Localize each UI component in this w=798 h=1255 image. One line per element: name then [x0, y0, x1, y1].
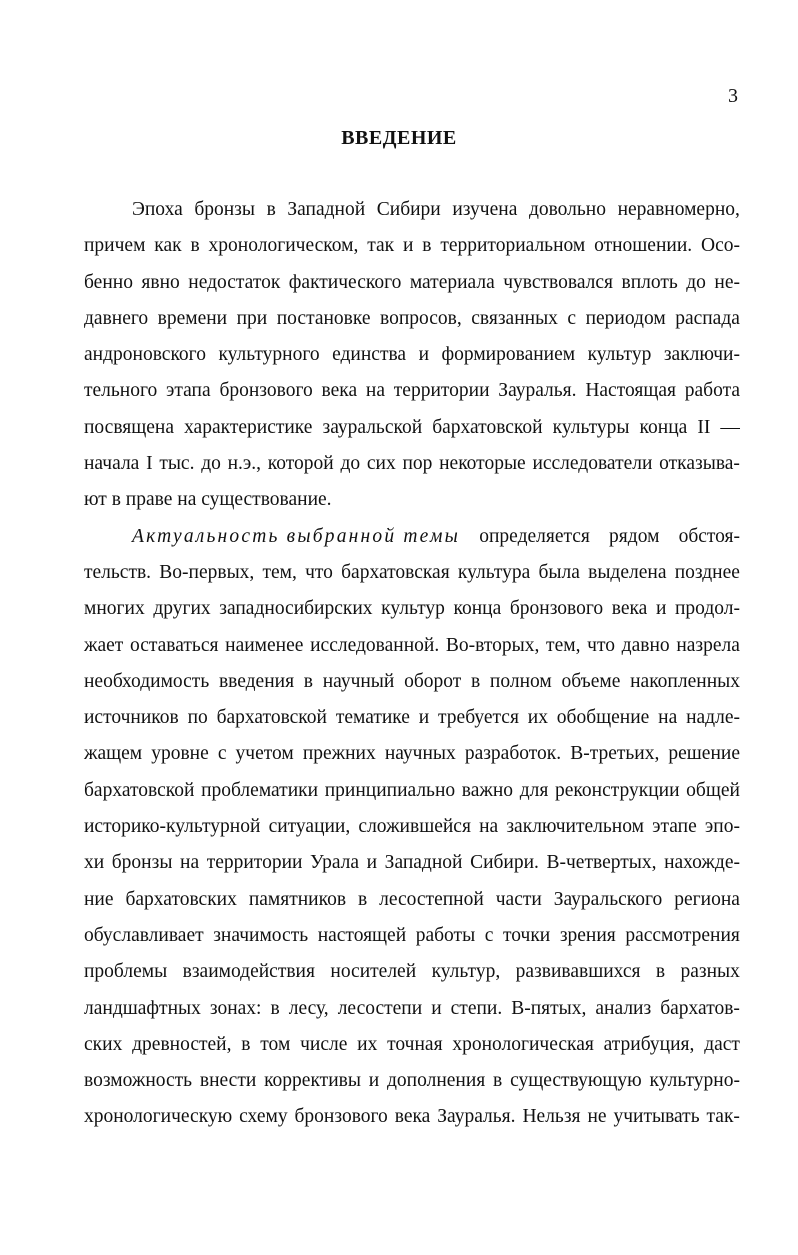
word: н.э.,	[227, 453, 262, 475]
word: в	[270, 997, 280, 1019]
word: периодом	[585, 307, 666, 329]
paragraph-relevance	[84, 519, 740, 1136]
word: в	[655, 961, 666, 983]
text-line	[84, 845, 740, 881]
text-line	[84, 446, 740, 482]
word: в	[493, 1070, 503, 1092]
word: этапе	[652, 816, 697, 838]
word: не	[587, 1106, 607, 1128]
word: учитывать	[613, 1106, 700, 1128]
word: на	[180, 852, 200, 874]
word: хронологическом,	[208, 235, 359, 257]
word: культур,	[431, 961, 501, 983]
word: общей	[686, 779, 740, 801]
word: необходимость	[84, 670, 210, 692]
word: конца	[639, 416, 688, 438]
text-line	[84, 954, 740, 990]
word: рассмотрения	[625, 924, 740, 946]
word: что	[305, 561, 333, 583]
word: с	[484, 924, 494, 946]
text-line	[84, 591, 740, 627]
word: на	[658, 707, 678, 729]
word: лесостепной	[379, 888, 484, 910]
word: единства	[332, 344, 407, 366]
word: андроновского	[84, 344, 206, 366]
word: чувствовался	[503, 271, 614, 293]
word: Осо-	[701, 235, 740, 257]
word: тельного	[84, 380, 158, 402]
word: введения	[218, 670, 295, 692]
word: зонах:	[209, 997, 262, 1019]
word: территориальном	[440, 235, 586, 257]
word: конца	[453, 598, 502, 620]
text-line	[84, 918, 740, 954]
word: эпо-	[704, 816, 740, 838]
text-line	[84, 1063, 740, 1099]
word: века	[611, 598, 648, 620]
word: до	[201, 453, 221, 475]
word: культурного	[218, 344, 320, 366]
word: которой	[267, 453, 334, 475]
word: заключительном	[506, 816, 644, 838]
word: для	[519, 779, 549, 801]
word: бенно	[84, 271, 133, 293]
word: Сибири.	[470, 852, 539, 874]
word: Зауралья.	[437, 1106, 516, 1128]
word: проблематики	[201, 779, 319, 801]
text-line	[84, 773, 740, 809]
word: обстоя-	[678, 525, 740, 547]
word: анализ	[595, 997, 652, 1019]
word: многих	[84, 598, 145, 620]
word: Западной	[384, 852, 463, 874]
word: некоторые	[439, 453, 526, 475]
text-line	[84, 736, 740, 772]
word: культур	[587, 344, 652, 366]
word: хи	[84, 852, 105, 874]
word: региона	[674, 888, 740, 910]
word: постановке	[276, 307, 371, 329]
word: времени	[157, 307, 228, 329]
word: культура	[457, 561, 531, 583]
word: реконструкции	[555, 779, 680, 801]
word: бронзы	[194, 199, 255, 220]
word: и	[402, 235, 414, 257]
text-line	[84, 228, 740, 264]
word: работа	[684, 380, 740, 402]
word: древностей,	[132, 1033, 232, 1055]
word: и	[431, 997, 442, 1019]
word: обобщение	[556, 707, 650, 729]
word: до	[340, 453, 361, 475]
word: исследованной.	[310, 634, 440, 656]
word: В-четвертых,	[546, 852, 657, 874]
word: с	[217, 743, 227, 765]
word: на	[365, 380, 385, 402]
word: прежних	[302, 743, 376, 765]
word: лесостепи	[337, 997, 423, 1019]
word: Западной	[287, 199, 366, 220]
word: не-	[714, 271, 740, 293]
word: была	[538, 561, 580, 583]
word: и	[366, 852, 378, 874]
word: этапа	[166, 380, 211, 402]
word: бархатовской	[432, 416, 543, 438]
word: —	[720, 416, 740, 438]
word: ние	[84, 888, 114, 910]
word: века	[394, 1106, 431, 1128]
word: при	[236, 307, 268, 329]
word: в	[190, 235, 200, 257]
word: бархатовской	[84, 779, 195, 801]
word: и	[418, 344, 430, 366]
word: жащем	[84, 743, 143, 765]
word: так	[367, 235, 395, 257]
text-line	[84, 1027, 740, 1063]
word: в	[241, 1033, 251, 1055]
word: бронзового	[509, 598, 604, 620]
word: бронзового	[294, 1106, 388, 1128]
word: что	[587, 634, 615, 656]
word: тыс.	[159, 453, 195, 475]
word: Зауралья.	[498, 380, 577, 402]
word: научных	[384, 743, 456, 765]
word: оставаться	[130, 634, 219, 656]
word: Во-вторых,	[445, 634, 540, 656]
word: и	[368, 1070, 380, 1092]
word: памятников	[248, 888, 347, 910]
word: назрела	[676, 634, 740, 656]
word: позднее	[674, 561, 740, 583]
word: возможность	[84, 1070, 193, 1092]
word: давно	[621, 634, 670, 656]
word: настоящей	[317, 924, 407, 946]
word: их	[357, 1033, 378, 1055]
word: II	[697, 416, 711, 438]
word: Зауральского	[553, 888, 663, 910]
emphasis-text: Актуальность выбранной темы	[132, 525, 461, 547]
word: ситуации,	[268, 816, 351, 838]
word: коррективы	[264, 1070, 361, 1092]
word: проблемы	[84, 961, 168, 983]
word: существующую	[510, 1070, 642, 1092]
word: в	[266, 199, 276, 220]
word: определяется	[479, 525, 590, 547]
word: территории	[206, 852, 303, 874]
word: решение	[668, 743, 740, 765]
word: культуры	[552, 416, 630, 438]
word: их	[527, 707, 548, 729]
word: причем	[84, 235, 146, 257]
word: бархатовской	[216, 707, 327, 729]
word: в	[357, 888, 368, 910]
word: важно	[461, 779, 514, 801]
word: зауральской	[322, 416, 423, 438]
word: лесу,	[288, 997, 329, 1019]
word: отношении.	[594, 235, 693, 257]
word: I	[146, 453, 153, 475]
word: других	[153, 598, 211, 620]
text-line	[84, 700, 740, 736]
word: как	[154, 235, 182, 257]
word: вопросов,	[380, 307, 462, 329]
word: исследователи	[532, 453, 653, 475]
word: хронологическая	[452, 1033, 594, 1055]
word: бархатовских	[125, 888, 237, 910]
word: числе	[300, 1033, 348, 1055]
word: внести	[199, 1070, 257, 1092]
word: степи.	[450, 997, 503, 1019]
word: значимость	[213, 924, 309, 946]
word: связанных	[471, 307, 558, 329]
word: Нельзя	[522, 1106, 581, 1128]
word: культурно-	[649, 1070, 740, 1092]
word: ландшафтных	[84, 997, 201, 1019]
word: неравномерно,	[617, 199, 740, 220]
word: формированием	[441, 344, 576, 366]
word: начала	[84, 453, 140, 475]
word: схему	[239, 1106, 288, 1128]
word: недостаток	[188, 271, 281, 293]
word: требуется	[438, 707, 519, 729]
word: накопленных	[630, 670, 740, 692]
page-number: 3	[728, 85, 738, 107]
text-line	[84, 482, 740, 518]
word: Во-первых,	[159, 561, 255, 583]
word: по	[187, 707, 208, 729]
word: и	[655, 598, 667, 620]
word: на	[479, 816, 499, 838]
word: полном	[489, 670, 552, 692]
word: тематике	[335, 707, 410, 729]
page-title: ВВЕДЕНИЕ	[341, 127, 457, 149]
word: в	[470, 670, 481, 692]
word: территории	[393, 380, 490, 402]
text-line	[84, 882, 740, 918]
text-line	[84, 301, 740, 337]
text-line	[84, 664, 740, 700]
word: пор	[402, 453, 433, 475]
word: Настоящая	[585, 380, 676, 402]
word: нахожде-	[664, 852, 740, 874]
word: сложившейся	[358, 816, 471, 838]
word: Сибири	[376, 199, 441, 220]
word: явно	[141, 271, 180, 293]
word: материала	[409, 271, 495, 293]
word: изучена	[452, 199, 518, 220]
word: В-третьих,	[570, 743, 660, 765]
text-line	[84, 337, 740, 373]
word: части	[495, 888, 542, 910]
word: тем,	[546, 634, 581, 656]
word: с	[567, 307, 577, 329]
word: бронзы	[111, 852, 173, 874]
word: до	[686, 271, 706, 293]
word: сих	[366, 453, 396, 475]
word: наименее	[225, 634, 304, 656]
word: характеристике	[184, 416, 313, 438]
text-line	[84, 192, 740, 228]
word: развивавшихся	[515, 961, 641, 983]
word: Урала	[310, 852, 360, 874]
word: разработок.	[464, 743, 562, 765]
word: работы	[415, 924, 476, 946]
word: оборот	[404, 670, 462, 692]
word: даст	[704, 1033, 740, 1055]
word: рядом	[609, 525, 660, 547]
word: дополнения	[386, 1070, 486, 1092]
word: давнего	[84, 307, 149, 329]
word: западносибирских	[219, 598, 373, 620]
text-line	[84, 628, 740, 664]
word: ских	[84, 1033, 123, 1055]
text-line	[84, 1099, 740, 1135]
word: научный	[322, 670, 395, 692]
word: обуславливает	[84, 924, 204, 946]
word: В-пятых,	[511, 997, 587, 1019]
word: выделена	[588, 561, 667, 583]
text-line	[84, 991, 740, 1027]
word: века	[321, 380, 358, 402]
text-line	[84, 410, 740, 446]
text-line	[84, 265, 740, 301]
word: историко-культурной	[84, 816, 261, 838]
word: объеме	[561, 670, 621, 692]
word: жает	[84, 634, 124, 656]
body-text	[84, 192, 740, 1136]
word: и	[418, 707, 430, 729]
paragraph-intro	[84, 192, 740, 519]
word: хронологическую	[84, 1106, 233, 1128]
text-line	[84, 519, 740, 555]
word: фактического	[288, 271, 402, 293]
word: в	[303, 670, 313, 692]
word: принципиально	[324, 779, 456, 801]
word: надле-	[686, 707, 740, 729]
word: учетом	[235, 743, 294, 765]
word: распада	[675, 307, 740, 329]
word: культур	[381, 598, 445, 620]
word: так-	[706, 1106, 740, 1128]
word: точки	[503, 924, 551, 946]
word: отказыва-	[659, 453, 740, 475]
word: бархатов-	[660, 997, 740, 1019]
word: источников	[84, 707, 179, 729]
word: вплоть	[621, 271, 678, 293]
word: Эпоха	[132, 199, 183, 220]
word: зрения	[559, 924, 616, 946]
word: том	[260, 1033, 291, 1055]
word: атрибуция,	[603, 1033, 695, 1055]
word: разных	[680, 961, 740, 983]
word: тельств.	[84, 561, 152, 583]
text-line	[84, 373, 740, 409]
word: в	[422, 235, 432, 257]
word: тем,	[262, 561, 297, 583]
word: продол-	[674, 598, 740, 620]
word: довольно	[528, 199, 606, 220]
word: взаимодействия	[182, 961, 315, 983]
word: бронзового	[219, 380, 313, 402]
word: посвящена	[84, 416, 175, 438]
word: ют в праве на существование.	[84, 489, 332, 511]
text-line	[84, 555, 740, 591]
word: точная	[387, 1033, 443, 1055]
word: носителей	[330, 961, 417, 983]
word: бархатовская	[341, 561, 450, 583]
word: уровне	[151, 743, 209, 765]
text-line	[84, 809, 740, 845]
word: заключи-	[663, 344, 740, 366]
